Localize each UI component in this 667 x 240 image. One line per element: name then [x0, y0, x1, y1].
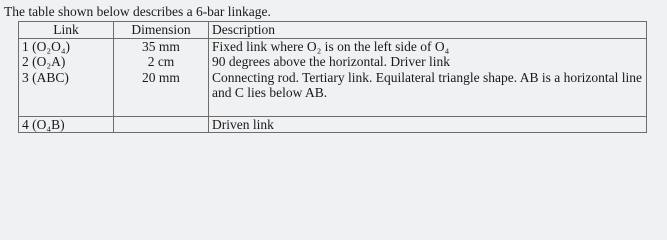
cell-description: Driven link — [209, 116, 647, 133]
cell-dimension: 20 mm — [114, 70, 209, 101]
header-dimension: Dimension — [114, 22, 209, 39]
intro-text: The table shown below describes a 6-bar linkage. — [4, 4, 271, 19]
table-header-row — [19, 22, 647, 39]
cell-description: Connecting rod. Tertiary link. Equilateral triangle shape. AB is a horizontal line and C lies below AB. — [209, 70, 647, 101]
table-row — [19, 38, 647, 54]
cell-link: 1 (O₂O₄) — [19, 38, 114, 54]
cell-description: Fixed link where O₂ is on the left side of O₄ — [209, 38, 647, 54]
cell-link: 2 (O₂A) — [19, 54, 114, 70]
table-row — [19, 54, 647, 70]
header-description: Description — [209, 22, 647, 39]
table-spacer-row — [19, 101, 647, 117]
cell-dimension: 2 cm — [114, 54, 209, 70]
header-link: Link — [19, 22, 114, 39]
cell-description: 90 degrees above the horizontal. Driver link — [209, 54, 647, 70]
cell-link: 3 (ABC) — [19, 70, 114, 101]
linkage-table — [18, 21, 647, 133]
cell-dimension — [114, 116, 209, 133]
table-row — [19, 116, 647, 133]
table-row — [19, 70, 647, 101]
cell-link: 4 (O₄B) — [19, 116, 114, 133]
cell-dimension: 35 mm — [114, 38, 209, 54]
